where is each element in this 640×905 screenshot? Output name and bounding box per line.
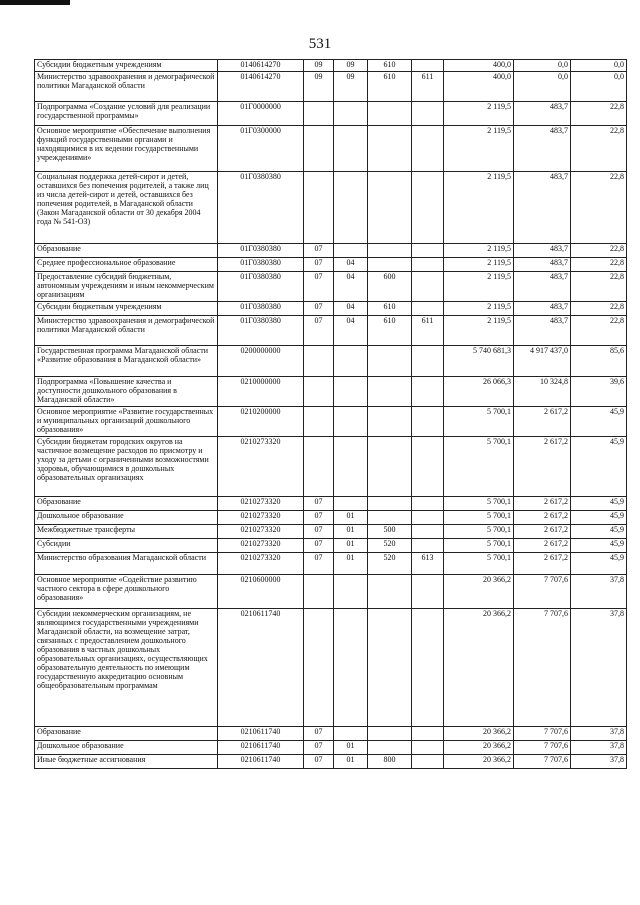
- row-code: 01Г0300000: [218, 126, 304, 172]
- row-section: 07: [304, 539, 334, 553]
- row-amount-executed: 483,7: [514, 316, 571, 346]
- row-name: Предоставление субсидий бюджетным, автономным учреждениям и иным некоммерческим организациям: [35, 272, 218, 302]
- row-code: 0210273320: [218, 511, 304, 525]
- row-amount-plan: 20 366,2: [444, 755, 514, 769]
- row-expense-type: 500: [368, 525, 412, 539]
- row-amount-plan: 26 066,3: [444, 377, 514, 407]
- row-administrator-code: [412, 609, 444, 727]
- row-expense-type: [368, 244, 412, 258]
- row-amount-plan: 20 366,2: [444, 575, 514, 609]
- row-expense-type: [368, 172, 412, 244]
- table-row: [35, 609, 627, 727]
- row-name: Субсидии: [35, 539, 218, 553]
- row-code: 0140614270: [218, 72, 304, 102]
- row-administrator-code: [412, 755, 444, 769]
- row-administrator-code: [412, 407, 444, 437]
- row-subsection: 04: [334, 258, 368, 272]
- row-expense-type: 520: [368, 539, 412, 553]
- row-amount-executed: 2 617,2: [514, 539, 571, 553]
- table-row: [35, 377, 627, 407]
- row-percent: 37,8: [571, 609, 627, 727]
- row-amount-plan: 2 119,5: [444, 244, 514, 258]
- row-expense-type: 610: [368, 316, 412, 346]
- row-section: [304, 172, 334, 244]
- row-name: Дошкольное образование: [35, 511, 218, 525]
- table-row: [35, 437, 627, 497]
- row-name: Основное мероприятие «Обеспечение выполнения функций государственными органами и находящимися в их ведении государственными учреждениями»: [35, 126, 218, 172]
- row-percent: 45,9: [571, 525, 627, 539]
- row-administrator-code: [412, 727, 444, 741]
- row-amount-executed: 483,7: [514, 258, 571, 272]
- row-name: Субсидии бюджетам городских округов на частичное возмещение расходов по присмотру и уходу за детьми с ограниченными возможностями здоровья, обучающимися в дошкольных образовательных организациях: [35, 437, 218, 497]
- table-row: [35, 316, 627, 346]
- row-name: Министерство здравоохранения и демографической политики Магаданской области: [35, 72, 218, 102]
- table-row: [35, 407, 627, 437]
- row-administrator-code: [412, 172, 444, 244]
- row-subsection: 01: [334, 553, 368, 575]
- row-section: 07: [304, 258, 334, 272]
- row-amount-plan: 2 119,5: [444, 302, 514, 316]
- row-percent: 22,8: [571, 258, 627, 272]
- row-amount-plan: 5 740 681,3: [444, 346, 514, 377]
- table-row: [35, 258, 627, 272]
- row-administrator-code: [412, 511, 444, 525]
- row-amount-executed: 2 617,2: [514, 511, 571, 525]
- row-section: 07: [304, 511, 334, 525]
- row-code: 01Г0380380: [218, 272, 304, 302]
- row-expense-type: [368, 727, 412, 741]
- row-expense-type: [368, 407, 412, 437]
- row-subsection: 01: [334, 741, 368, 755]
- row-subsection: [334, 407, 368, 437]
- row-expense-type: [368, 102, 412, 126]
- row-code: 0200000000: [218, 346, 304, 377]
- row-administrator-code: [412, 126, 444, 172]
- row-percent: 45,9: [571, 553, 627, 575]
- row-administrator-code: [412, 575, 444, 609]
- table-row: [35, 60, 627, 72]
- row-percent: 0,0: [571, 60, 627, 72]
- row-administrator-code: [412, 525, 444, 539]
- row-code: 01Г0380380: [218, 302, 304, 316]
- row-percent: 22,8: [571, 102, 627, 126]
- row-amount-executed: 7 707,6: [514, 727, 571, 741]
- row-amount-plan: 2 119,5: [444, 126, 514, 172]
- row-code: 0210611740: [218, 727, 304, 741]
- row-code: 01Г0380380: [218, 172, 304, 244]
- row-section: [304, 575, 334, 609]
- row-code: 0210000000: [218, 377, 304, 407]
- row-administrator-code: [412, 60, 444, 72]
- row-amount-plan: 5 700,1: [444, 539, 514, 553]
- row-section: 07: [304, 525, 334, 539]
- row-amount-executed: 7 707,6: [514, 741, 571, 755]
- row-name: Социальная поддержка детей-сирот и детей, оставшихся без попечения родителей, а также лиц из числа детей-сирот и детей, оставшихся без попечения родителей, в Магаданской области (Закон Магаданской области от 30 декабря 2004 года № 541-ОЗ): [35, 172, 218, 244]
- row-percent: 22,8: [571, 316, 627, 346]
- table-row: [35, 497, 627, 511]
- row-amount-plan: 5 700,1: [444, 497, 514, 511]
- row-expense-type: [368, 346, 412, 377]
- table-row: [35, 575, 627, 609]
- row-name: Дошкольное образование: [35, 741, 218, 755]
- row-amount-plan: 5 700,1: [444, 553, 514, 575]
- row-percent: 45,9: [571, 511, 627, 525]
- row-section: [304, 609, 334, 727]
- row-subsection: 01: [334, 755, 368, 769]
- row-expense-type: [368, 377, 412, 407]
- row-section: 07: [304, 497, 334, 511]
- row-percent: 22,8: [571, 244, 627, 258]
- table-row: [35, 272, 627, 302]
- row-name: Субсидии бюджетным учреждениям: [35, 60, 218, 72]
- row-amount-executed: 483,7: [514, 102, 571, 126]
- row-name: Субсидии некоммерческим организациям, не являющимся государственными учреждениями Магаданской области, на возмещение затрат, связанных с предоставлением дошкольного образования в частных дошкольных образовательных организациях, осуществляющих образовательную деятельность по имеющим государственную аккредитацию основным общеобразовательным программам: [35, 609, 218, 727]
- row-code: 0210273320: [218, 497, 304, 511]
- row-code: 0210273320: [218, 539, 304, 553]
- row-administrator-code: [412, 102, 444, 126]
- row-administrator-code: [412, 497, 444, 511]
- row-code: 0210611740: [218, 741, 304, 755]
- row-subsection: [334, 437, 368, 497]
- table-row: [35, 539, 627, 553]
- table-row: [35, 553, 627, 575]
- row-administrator-code: [412, 272, 444, 302]
- row-expense-type: 610: [368, 60, 412, 72]
- row-amount-executed: 2 617,2: [514, 407, 571, 437]
- row-amount-executed: 483,7: [514, 126, 571, 172]
- row-expense-type: 610: [368, 72, 412, 102]
- row-administrator-code: 613: [412, 553, 444, 575]
- row-expense-type: 800: [368, 755, 412, 769]
- row-expense-type: [368, 497, 412, 511]
- row-administrator-code: [412, 377, 444, 407]
- row-expense-type: 600: [368, 272, 412, 302]
- row-name: Иные бюджетные ассигнования: [35, 755, 218, 769]
- row-amount-plan: 400,0: [444, 60, 514, 72]
- row-section: [304, 377, 334, 407]
- row-amount-executed: 2 617,2: [514, 497, 571, 511]
- row-subsection: [334, 497, 368, 511]
- row-percent: 0,0: [571, 72, 627, 102]
- row-percent: 85,6: [571, 346, 627, 377]
- row-subsection: [334, 172, 368, 244]
- row-section: 07: [304, 755, 334, 769]
- budget-table: [34, 59, 627, 769]
- row-subsection: 04: [334, 272, 368, 302]
- row-amount-executed: 483,7: [514, 302, 571, 316]
- row-amount-executed: 483,7: [514, 244, 571, 258]
- row-code: 0210611740: [218, 609, 304, 727]
- row-name: Основное мероприятие «Развитие государственных и муниципальных организаций дошкольного образования»: [35, 407, 218, 437]
- row-percent: 45,9: [571, 407, 627, 437]
- row-subsection: 09: [334, 72, 368, 102]
- row-amount-plan: 2 119,5: [444, 172, 514, 244]
- row-amount-executed: 4 917 437,0: [514, 346, 571, 377]
- table-row: [35, 172, 627, 244]
- row-amount-plan: 20 366,2: [444, 609, 514, 727]
- row-amount-executed: 483,7: [514, 272, 571, 302]
- row-subsection: 04: [334, 302, 368, 316]
- row-code: 01Г0380380: [218, 316, 304, 346]
- row-amount-executed: 0,0: [514, 60, 571, 72]
- row-percent: 37,8: [571, 727, 627, 741]
- row-name: Подпрограмма «Создание условий для реализации государственной программы»: [35, 102, 218, 126]
- row-administrator-code: [412, 437, 444, 497]
- row-administrator-code: [412, 258, 444, 272]
- table-row: [35, 511, 627, 525]
- row-amount-executed: 7 707,6: [514, 575, 571, 609]
- row-amount-executed: 2 617,2: [514, 553, 571, 575]
- table-row: [35, 302, 627, 316]
- row-name: Субсидии бюджетным учреждениям: [35, 302, 218, 316]
- row-expense-type: [368, 511, 412, 525]
- row-section: 09: [304, 60, 334, 72]
- row-amount-plan: 2 119,5: [444, 258, 514, 272]
- row-administrator-code: [412, 244, 444, 258]
- row-percent: 37,8: [571, 575, 627, 609]
- row-amount-plan: 20 366,2: [444, 741, 514, 755]
- row-name: Межбюджетные трансферты: [35, 525, 218, 539]
- row-section: 07: [304, 316, 334, 346]
- row-code: 0210611740: [218, 755, 304, 769]
- row-code: 01Г0000000: [218, 102, 304, 126]
- table-row: [35, 727, 627, 741]
- row-section: [304, 437, 334, 497]
- row-code: 0210200000: [218, 407, 304, 437]
- row-amount-plan: 2 119,5: [444, 272, 514, 302]
- row-name: Образование: [35, 497, 218, 511]
- row-subsection: [334, 609, 368, 727]
- row-percent: 45,9: [571, 437, 627, 497]
- row-section: [304, 126, 334, 172]
- row-section: 07: [304, 741, 334, 755]
- row-amount-plan: 5 700,1: [444, 511, 514, 525]
- row-code: 0210273320: [218, 553, 304, 575]
- row-section: 09: [304, 72, 334, 102]
- row-subsection: 01: [334, 511, 368, 525]
- row-administrator-code: [412, 539, 444, 553]
- row-amount-executed: 2 617,2: [514, 525, 571, 539]
- row-amount-plan: 5 700,1: [444, 437, 514, 497]
- row-amount-plan: 20 366,2: [444, 727, 514, 741]
- row-administrator-code: [412, 346, 444, 377]
- row-administrator-code: 611: [412, 72, 444, 102]
- row-amount-executed: 2 617,2: [514, 437, 571, 497]
- row-section: 07: [304, 302, 334, 316]
- row-code: 01Г0380380: [218, 258, 304, 272]
- row-subsection: [334, 244, 368, 258]
- row-expense-type: [368, 258, 412, 272]
- row-name: Образование: [35, 244, 218, 258]
- row-administrator-code: 611: [412, 316, 444, 346]
- row-subsection: 04: [334, 316, 368, 346]
- row-subsection: 01: [334, 525, 368, 539]
- row-amount-plan: 400,0: [444, 72, 514, 102]
- row-amount-plan: 2 119,5: [444, 102, 514, 126]
- row-subsection: [334, 727, 368, 741]
- row-code: 0210273320: [218, 437, 304, 497]
- row-name: Среднее профессиональное образование: [35, 258, 218, 272]
- row-code: 0210600000: [218, 575, 304, 609]
- row-name: Подпрограмма «Повышение качества и доступности дошкольного образования в Магаданской области»: [35, 377, 218, 407]
- row-section: 07: [304, 272, 334, 302]
- row-subsection: [334, 575, 368, 609]
- row-subsection: 01: [334, 539, 368, 553]
- row-expense-type: [368, 126, 412, 172]
- row-amount-plan: 5 700,1: [444, 407, 514, 437]
- row-percent: 39,6: [571, 377, 627, 407]
- row-percent: 22,8: [571, 302, 627, 316]
- table-row: [35, 525, 627, 539]
- row-expense-type: [368, 741, 412, 755]
- table-row: [35, 244, 627, 258]
- row-amount-executed: 10 324,8: [514, 377, 571, 407]
- row-name: Государственная программа Магаданской области «Развитие образования в Магаданской области»: [35, 346, 218, 377]
- row-amount-plan: 5 700,1: [444, 525, 514, 539]
- row-percent: 45,9: [571, 539, 627, 553]
- row-section: 07: [304, 553, 334, 575]
- row-subsection: [334, 346, 368, 377]
- row-expense-type: 610: [368, 302, 412, 316]
- row-percent: 22,8: [571, 126, 627, 172]
- row-name: Образование: [35, 727, 218, 741]
- row-subsection: [334, 126, 368, 172]
- row-name: Министерство здравоохранения и демографической политики Магаданской области: [35, 316, 218, 346]
- table-row: [35, 126, 627, 172]
- table-row: [35, 741, 627, 755]
- row-expense-type: [368, 437, 412, 497]
- row-percent: 37,8: [571, 755, 627, 769]
- row-percent: 45,9: [571, 497, 627, 511]
- table-row: [35, 102, 627, 126]
- row-name: Министерство образования Магаданской области: [35, 553, 218, 575]
- row-expense-type: [368, 575, 412, 609]
- row-percent: 22,8: [571, 272, 627, 302]
- row-name: Основное мероприятие «Содействие развитию частного сектора в сфере дошкольного образования»: [35, 575, 218, 609]
- row-section: [304, 346, 334, 377]
- row-section: [304, 102, 334, 126]
- row-amount-executed: 0,0: [514, 72, 571, 102]
- table-row: [35, 346, 627, 377]
- row-amount-plan: 2 119,5: [444, 316, 514, 346]
- top-rule: [0, 0, 70, 5]
- row-administrator-code: [412, 302, 444, 316]
- row-percent: 22,8: [571, 172, 627, 244]
- table-row: [35, 755, 627, 769]
- row-administrator-code: [412, 741, 444, 755]
- row-code: 0210273320: [218, 525, 304, 539]
- row-amount-executed: 7 707,6: [514, 755, 571, 769]
- row-section: [304, 407, 334, 437]
- row-code: 0140614270: [218, 60, 304, 72]
- row-subsection: 09: [334, 60, 368, 72]
- row-amount-executed: 483,7: [514, 172, 571, 244]
- page-number: 531: [308, 36, 332, 52]
- row-percent: 37,8: [571, 741, 627, 755]
- row-subsection: [334, 102, 368, 126]
- table-row: [35, 72, 627, 102]
- row-section: 07: [304, 727, 334, 741]
- row-subsection: [334, 377, 368, 407]
- row-code: 01Г0380380: [218, 244, 304, 258]
- row-amount-executed: 7 707,6: [514, 609, 571, 727]
- row-expense-type: [368, 609, 412, 727]
- row-expense-type: 520: [368, 553, 412, 575]
- row-section: 07: [304, 244, 334, 258]
